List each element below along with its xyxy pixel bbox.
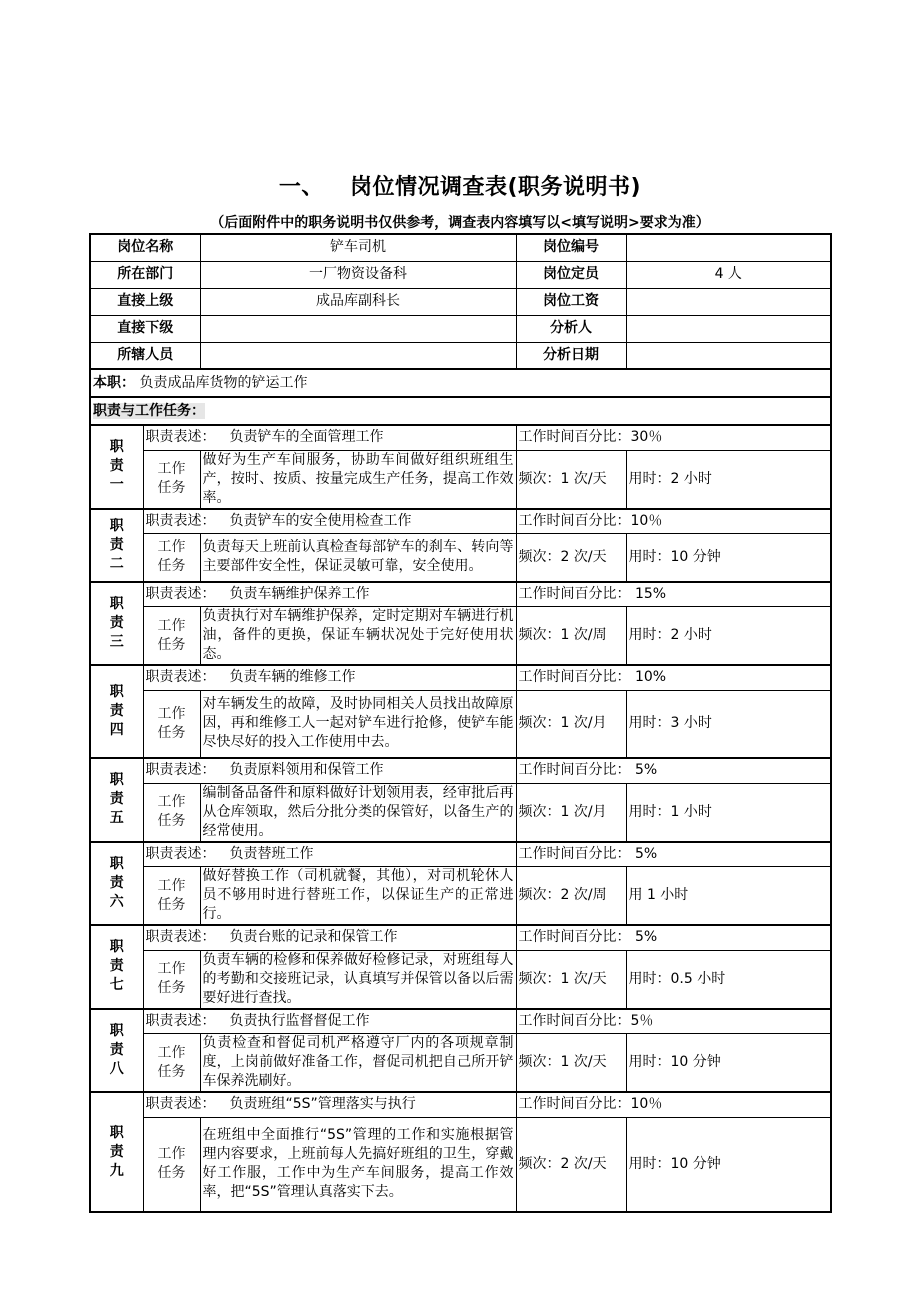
task-text: 负责车辆的检修和保养做好检修记录，对班组每人的考勤和交接班记录，认真填写并保管以备以后需要好进行查找。 <box>200 950 516 1009</box>
task-duration: 用时：2 小时 <box>626 450 831 509</box>
duty-desc-row <box>90 665 831 690</box>
duty-task-row <box>90 450 831 509</box>
duty-desc-row <box>90 842 831 867</box>
duty-description-text: 负责台账的记录和保管工作 <box>229 929 398 946</box>
info-label: 所辖人员 <box>90 342 200 369</box>
task-label <box>143 1117 200 1212</box>
task-label-line: 任务 <box>157 636 186 653</box>
duty-number-char: 八 <box>109 1060 124 1077</box>
duty-time-percent: 工作时间百分比：5％ <box>516 1009 831 1034</box>
duty-task-row <box>90 534 831 582</box>
task-label-line: 任务 <box>157 1063 186 1080</box>
task-frequency: 频次：1 次/天 <box>516 1034 626 1093</box>
benzhi-row <box>90 369 831 397</box>
duty-number-char: 六 <box>109 893 124 910</box>
task-label-line: 任务 <box>157 980 186 996</box>
task-label <box>143 690 200 758</box>
duty-description-label: 职责表述： <box>145 512 216 529</box>
task-frequency: 频次：1 次/月 <box>516 783 626 842</box>
task-label-line: 工作 <box>157 539 186 556</box>
duty-description <box>143 758 516 783</box>
duty-desc-row <box>90 1092 831 1117</box>
duty-desc-row <box>90 1009 831 1034</box>
duty-description-label: 职责表述： <box>145 929 216 946</box>
duty-desc-row <box>90 925 831 950</box>
task-duration: 用时：3 小时 <box>626 690 831 758</box>
info-label: 所在部门 <box>90 261 200 288</box>
task-text: 做好为生产车间服务，协助车间做好组织班组生产，按时、按质、按量完成生产任务，提高工作效率。 <box>200 450 516 509</box>
info-value2 <box>626 234 831 261</box>
duty-time-percent: 工作时间百分比： 10% <box>516 665 831 690</box>
duty-number-char: 职 <box>109 772 124 789</box>
info-row <box>90 342 831 369</box>
duty-number-char: 二 <box>109 555 124 572</box>
task-label-line: 任务 <box>157 480 186 496</box>
duty-number-char: 四 <box>109 722 124 738</box>
duty-number-char: 五 <box>109 810 124 827</box>
title-text: 岗位情况调查表(职务说明书) <box>349 175 642 200</box>
info-label: 直接下级 <box>90 315 200 342</box>
duty-number-char: 九 <box>109 1162 124 1179</box>
survey-table <box>89 233 832 1213</box>
task-label <box>143 534 200 582</box>
duty-number-char: 责 <box>109 958 124 975</box>
duty-number <box>90 842 143 926</box>
task-label-line: 任务 <box>157 558 186 575</box>
duty-task-row <box>90 1117 831 1212</box>
duty-description-text: 负责执行监督督促工作 <box>229 1012 370 1029</box>
duty-description <box>143 425 516 450</box>
info-value <box>200 315 516 342</box>
duty-number-char: 责 <box>109 703 124 719</box>
duty-number-char: 责 <box>109 614 124 631</box>
duty-number <box>90 425 143 509</box>
info-value2: 4 人 <box>626 261 831 288</box>
duty-task-row <box>90 690 831 758</box>
duty-number-char: 责 <box>109 458 124 475</box>
info-label2: 岗位编号 <box>516 234 626 261</box>
duty-task-row <box>90 783 831 842</box>
duty-time-percent: 工作时间百分比： 15% <box>516 582 831 607</box>
duty-task-row <box>90 950 831 1009</box>
info-value2 <box>626 288 831 315</box>
task-duration: 用时：10 分钟 <box>626 1117 831 1212</box>
duty-number-char: 责 <box>109 791 124 808</box>
duty-number-char: 职 <box>109 939 124 956</box>
duty-description-text: 负责铲车的安全使用检查工作 <box>229 512 412 529</box>
task-label-line: 工作 <box>157 1044 186 1061</box>
duty-description <box>143 582 516 607</box>
duty-description <box>143 665 516 690</box>
task-duration: 用时：0.5 小时 <box>626 950 831 1009</box>
benzhi-text: 负责成品库货物的铲运工作 <box>139 374 308 391</box>
duty-number-char: 责 <box>109 874 124 891</box>
task-label-line: 任务 <box>157 813 186 829</box>
task-text: 在班组中全面推行“5S”管理的工作和实施根据管理内容要求，上班前每人先搞好班组的卫生，穿戴好工作服，工作中为生产车间服务，提高工作效率，把“5S”管理认真落实下去。 <box>200 1117 516 1212</box>
task-label-line: 任务 <box>157 896 186 913</box>
info-label: 直接上级 <box>90 288 200 315</box>
info-label: 岗位名称 <box>90 234 200 261</box>
info-value: 成品库副科长 <box>200 288 516 315</box>
duty-number <box>90 582 143 666</box>
duty-task-row <box>90 1034 831 1093</box>
duty-number <box>90 509 143 582</box>
duty-number-char: 责 <box>109 1143 124 1160</box>
duty-description-label: 职责表述： <box>145 1096 216 1113</box>
duty-desc-row <box>90 582 831 607</box>
duty-number <box>90 665 143 758</box>
task-label <box>143 783 200 842</box>
duty-time-percent: 工作时间百分比：10％ <box>516 1092 831 1117</box>
task-text: 对车辆发生的故障，及时协同相关人员找出故障原因，再和维修工人一起对铲车进行抢修，使铲车能尽快尽好的投入工作使用中去。 <box>200 690 516 758</box>
info-row <box>90 288 831 315</box>
duty-description <box>143 925 516 950</box>
info-label2: 岗位工资 <box>516 288 626 315</box>
duty-number-char: 职 <box>109 517 124 534</box>
task-label-line: 工作 <box>157 1146 186 1163</box>
info-row <box>90 234 831 261</box>
task-text: 编制备品备件和原料做好计划领用表，经审批后再从仓库领取，然后分批分类的保管好，以备生产的经常使用。 <box>200 783 516 842</box>
duty-description-label: 职责表述： <box>145 669 216 686</box>
duty-time-percent: 工作时间百分比：30％ <box>516 425 831 450</box>
duty-time-percent: 工作时间百分比： 5% <box>516 758 831 783</box>
duty-number-char: 职 <box>109 855 124 872</box>
task-label-line: 工作 <box>157 461 186 477</box>
task-text: 负责检查和督促司机严格遵守厂内的各项规章制度，上岗前做好准备工作，督促司机把自己所开铲车保养洗刷好。 <box>200 1034 516 1093</box>
duty-description <box>143 1009 516 1034</box>
duty-description-text: 负责替班工作 <box>229 845 314 862</box>
info-label2: 分析人 <box>516 315 626 342</box>
duties-header-cell <box>90 397 831 425</box>
task-duration: 用时：2 小时 <box>626 607 831 666</box>
duty-number-char: 职 <box>109 595 124 612</box>
duty-number-char: 责 <box>109 1041 124 1058</box>
duty-number <box>90 925 143 1009</box>
task-frequency: 频次：1 次/天 <box>516 450 626 509</box>
task-text: 做好替换工作（司机就餐，其他），对司机轮休人员不够用时进行替班工作，以保证生产的正常进行。 <box>200 867 516 926</box>
benzhi-cell <box>90 369 831 397</box>
duty-description-text: 负责班组“5S”管理落实与执行 <box>229 1096 416 1113</box>
task-frequency: 频次：2 次/周 <box>516 867 626 926</box>
benzhi-label: 本职： <box>93 374 135 391</box>
duty-description-text: 负责车辆的维修工作 <box>229 669 356 686</box>
duty-time-percent: 工作时间百分比：10％ <box>516 509 831 534</box>
duty-desc-row <box>90 425 831 450</box>
duty-description-label: 职责表述： <box>145 429 216 446</box>
info-row <box>90 315 831 342</box>
task-label-line: 任务 <box>157 724 186 741</box>
duty-time-percent: 工作时间百分比： 5% <box>516 925 831 950</box>
duty-description-text: 负责原料领用和保管工作 <box>229 762 384 779</box>
duty-number-char: 三 <box>109 633 124 650</box>
duty-number-char: 职 <box>109 1124 124 1141</box>
task-frequency: 频次：1 次/天 <box>516 950 626 1009</box>
task-label-line: 工作 <box>157 794 186 810</box>
info-value2 <box>626 342 831 369</box>
info-row <box>90 261 831 288</box>
duty-description-label: 职责表述： <box>145 585 216 602</box>
duty-description-label: 职责表述： <box>145 1012 216 1029</box>
task-label <box>143 950 200 1009</box>
duty-description <box>143 1092 516 1117</box>
info-value <box>200 342 516 369</box>
duties-header-row <box>90 397 831 425</box>
duty-number <box>90 1092 143 1212</box>
task-label-line: 任务 <box>157 1165 186 1182</box>
info-label2: 岗位定员 <box>516 261 626 288</box>
duty-description-label: 职责表述： <box>145 845 216 862</box>
duty-number-char: 职 <box>109 684 124 700</box>
info-value2 <box>626 315 831 342</box>
duty-description-label: 职责表述： <box>145 762 216 779</box>
task-frequency: 频次：2 次/天 <box>516 1117 626 1212</box>
duty-time-percent: 工作时间百分比： 5% <box>516 842 831 867</box>
task-duration: 用时：10 分钟 <box>626 534 831 582</box>
task-label-line: 工作 <box>157 877 186 894</box>
task-text: 负责执行对车辆维护保养，定时定期对车辆进行机油，备件的更换，保证车辆状况处于完好使用状态。 <box>200 607 516 666</box>
task-label <box>143 607 200 666</box>
task-duration: 用时：1 小时 <box>626 783 831 842</box>
duty-description-text: 负责车辆维护保养工作 <box>229 585 370 602</box>
duty-number <box>90 758 143 842</box>
duty-description <box>143 842 516 867</box>
duty-number-char: 职 <box>109 1022 124 1039</box>
info-label2: 分析日期 <box>516 342 626 369</box>
task-label-line: 工作 <box>157 617 186 634</box>
duty-number-char: 七 <box>109 977 124 994</box>
duty-number-char: 一 <box>109 477 124 494</box>
task-frequency: 频次：2 次/天 <box>516 534 626 582</box>
duties-header: 职责与工作任务： <box>93 402 205 419</box>
info-value: 一厂物资设备科 <box>200 261 516 288</box>
duty-number-char: 职 <box>109 439 124 456</box>
duty-number-char: 责 <box>109 536 124 553</box>
duty-description-text: 负责铲车的全面管理工作 <box>229 429 384 446</box>
subtitle: （后面附件中的职务说明书仅供参考，调查表内容填写以<填写说明>要求为准） <box>210 215 710 231</box>
task-duration: 用时：10 分钟 <box>626 1034 831 1093</box>
task-label-line: 工作 <box>157 705 186 722</box>
task-label <box>143 450 200 509</box>
duty-desc-row <box>90 509 831 534</box>
task-text: 负责每天上班前认真检查每部铲车的刹车、转向等主要部件安全性，保证灵敏可靠，安全使用。 <box>200 534 516 582</box>
task-duration: 用 1 小时 <box>626 867 831 926</box>
duty-desc-row <box>90 758 831 783</box>
duty-description <box>143 509 516 534</box>
duty-task-row <box>90 867 831 926</box>
task-label-line: 工作 <box>157 961 186 977</box>
task-frequency: 频次：1 次/周 <box>516 607 626 666</box>
duty-task-row <box>90 607 831 666</box>
task-label <box>143 867 200 926</box>
title-number: 一、 <box>278 175 324 200</box>
page-title <box>0 170 920 201</box>
duty-number <box>90 1009 143 1093</box>
info-value: 铲车司机 <box>200 234 516 261</box>
task-label <box>143 1034 200 1093</box>
task-frequency: 频次：1 次/月 <box>516 690 626 758</box>
